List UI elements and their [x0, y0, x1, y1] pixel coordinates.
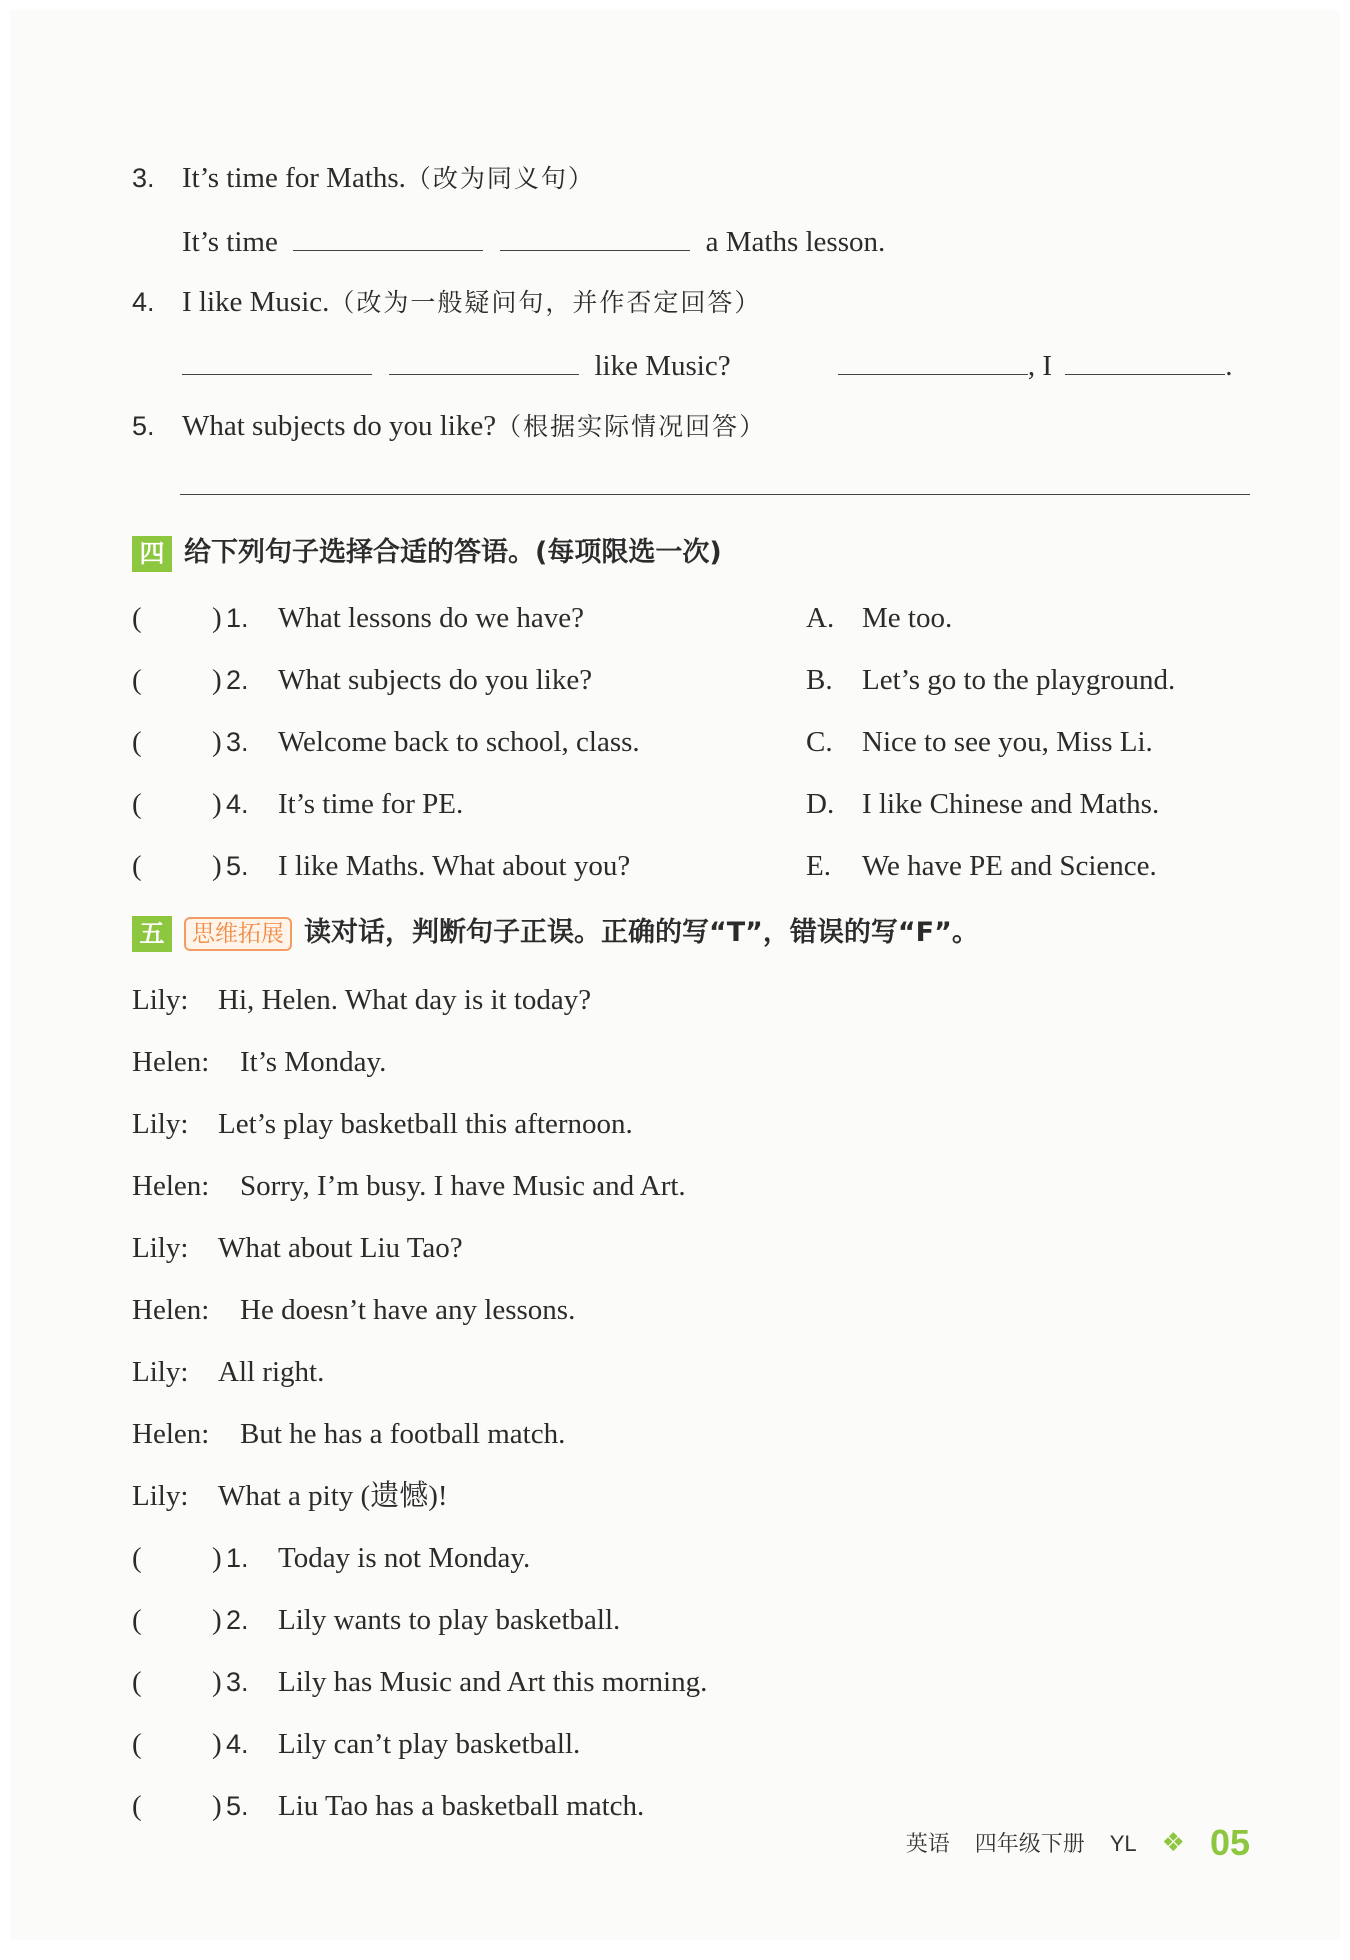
s4-bracket-1[interactable]: ( ) 1. [132, 600, 262, 636]
s5-bracket-4[interactable]: ( ) 4. [132, 1726, 262, 1762]
q4-comma-i: , I [1027, 350, 1053, 382]
dialogue-text: Hi, Helen. What day is it today? [218, 984, 592, 1016]
q3-text: It’s time for Maths. [182, 162, 406, 194]
s4-option-b-text: Let’s go to the playground. [862, 664, 1176, 696]
q3-blank-1[interactable] [293, 222, 483, 251]
s5-s4-text: Lily can’t play basketball. [278, 1728, 581, 1760]
s5-s2-number: 2. [226, 1605, 249, 1635]
dialogue-speaker: Helen: [132, 1418, 210, 1450]
page-number: 05 [1209, 1822, 1250, 1863]
q5-instruction: （根据实际情况回答） [496, 412, 767, 441]
q5-line [132, 408, 766, 445]
q4-text: I like Music. [182, 286, 330, 318]
footer-grade: 四年级下册 [974, 1832, 1085, 1857]
section4-header [132, 534, 722, 572]
dialogue-text: What about Liu Tao? [218, 1232, 463, 1264]
s4-option-c-text: Nice to see you, Miss Li. [862, 726, 1153, 758]
q5-answer-blank[interactable] [180, 494, 1250, 495]
s4-option-a-text: Me too. [862, 602, 953, 634]
s4-q3-text: Welcome back to school, class. [278, 726, 640, 758]
section5-tag: 思维拓展 [184, 917, 292, 951]
dialogue-speaker: Helen: [132, 1170, 210, 1202]
q4-blank-4[interactable] [1065, 346, 1225, 375]
page-footer [888, 1822, 1250, 1864]
q5-number: 5. [132, 411, 155, 441]
s4-option-a-letter: A. [806, 602, 835, 634]
dialogue-text: Let’s play basketball this afternoon. [218, 1108, 633, 1140]
s5-s4-number: 4. [226, 1729, 249, 1759]
worksheet-page [10, 10, 1340, 1940]
q4-instruction: （改为一般疑问句，并作否定回答） [329, 288, 762, 317]
s5-bracket-2[interactable]: ( ) 2. [132, 1602, 262, 1638]
s5-s2-text: Lily wants to play basketball. [278, 1604, 621, 1636]
section5-badge: 五 [132, 916, 172, 952]
s5-bracket-3[interactable]: ( ) 3. [132, 1664, 262, 1700]
s4-option-e-letter: E. [806, 850, 831, 882]
s5-s5-number: 5. [226, 1791, 249, 1821]
s4-option-e-text: We have PE and Science. [862, 850, 1157, 882]
footer-code: YL [1109, 1831, 1137, 1856]
s4-q2-number: 2. [226, 665, 249, 695]
s4-bracket-2[interactable]: ( ) 2. [132, 662, 262, 698]
dialogue-line [132, 1354, 324, 1390]
dialogue-speaker: Lily: [132, 1356, 189, 1388]
dialogue-speaker: Lily: [132, 1232, 189, 1264]
dialogue-speaker: Lily: [132, 1108, 189, 1140]
s4-q5-number: 5. [226, 851, 249, 881]
dialogue-text: All right. [218, 1356, 325, 1388]
q3-line [132, 160, 595, 197]
q3-answer-line [182, 222, 885, 260]
s4-q1-text: What lessons do we have? [278, 602, 585, 634]
s4-q2-text: What subjects do you like? [278, 664, 593, 696]
s4-q4-text: It’s time for PE. [278, 788, 464, 820]
s4-bracket-3[interactable]: ( ) 3. [132, 724, 262, 760]
dialogue-line [132, 1106, 633, 1142]
s5-s5-text: Liu Tao has a basketball match. [278, 1790, 645, 1822]
q5-text: What subjects do you like? [182, 410, 497, 442]
s5-bracket-1[interactable]: ( ) 1. [132, 1540, 262, 1576]
q4-blank-3[interactable] [838, 346, 1028, 375]
s5-bracket-5[interactable]: ( ) 5. [132, 1788, 262, 1824]
s4-q1-number: 1. [226, 603, 249, 633]
q3-blank-2[interactable] [500, 222, 690, 251]
dialogue-speaker: Lily: [132, 984, 189, 1016]
q3-answer-end: a Maths lesson. [705, 226, 886, 258]
q4-line [132, 284, 761, 321]
q4-period: . [1225, 350, 1233, 382]
q3-number: 3. [132, 163, 155, 193]
q3-instruction: （改为同义句） [405, 164, 595, 193]
s4-option-c-letter: C. [806, 726, 833, 758]
dialogue-line [132, 1478, 448, 1514]
s5-s1-text: Today is not Monday. [278, 1542, 531, 1574]
dialogue-line [132, 1292, 575, 1328]
s4-q4-number: 4. [226, 789, 249, 819]
s5-s1-number: 1. [226, 1543, 249, 1573]
dialogue-line [132, 1044, 386, 1080]
section4-badge: 四 [132, 536, 172, 572]
dialogue-line [132, 982, 591, 1018]
q4-number: 4. [132, 287, 155, 317]
dialogue-text: What a pity (遗憾)! [218, 1480, 448, 1512]
q4-question-end: like Music? [594, 350, 731, 382]
s5-s3-text: Lily has Music and Art this morning. [278, 1666, 708, 1698]
s4-option-d-text: I like Chinese and Maths. [862, 788, 1160, 820]
dialogue-text: But he has a football match. [240, 1418, 566, 1450]
q4-answer-line [182, 346, 1233, 384]
s4-bracket-5[interactable]: ( ) 5. [132, 848, 262, 884]
q4-blank-1[interactable] [182, 346, 372, 375]
clover-icon: ❖ [1161, 1828, 1185, 1858]
s4-bracket-4[interactable]: ( ) 4. [132, 786, 262, 822]
dialogue-text: He doesn’t have any lessons. [240, 1294, 576, 1326]
s4-option-b-letter: B. [806, 664, 833, 696]
s4-option-d-letter: D. [806, 788, 835, 820]
dialogue-speaker: Helen: [132, 1294, 210, 1326]
q4-blank-2[interactable] [389, 346, 579, 375]
dialogue-line [132, 1168, 686, 1204]
dialogue-text: It’s Monday. [240, 1046, 387, 1078]
dialogue-line [132, 1416, 565, 1452]
dialogue-text: Sorry, I’m busy. I have Music and Art. [240, 1170, 686, 1202]
section4-title: 给下列句子选择合适的答语。(每项限选一次) [184, 537, 722, 568]
s4-q5-text: I like Maths. What about you? [278, 850, 631, 882]
dialogue-speaker: Lily: [132, 1480, 189, 1512]
dialogue-speaker: Helen: [132, 1046, 210, 1078]
section5-header [132, 914, 979, 952]
section5-title: 读对话，判断句子正误。正确的写“T”，错误的写“F”。 [304, 917, 979, 948]
footer-subject: 英语 [905, 1832, 950, 1857]
dialogue-line [132, 1230, 463, 1266]
s5-s3-number: 3. [226, 1667, 249, 1697]
q3-answer-start: It’s time [182, 226, 278, 258]
s4-q3-number: 3. [226, 727, 249, 757]
